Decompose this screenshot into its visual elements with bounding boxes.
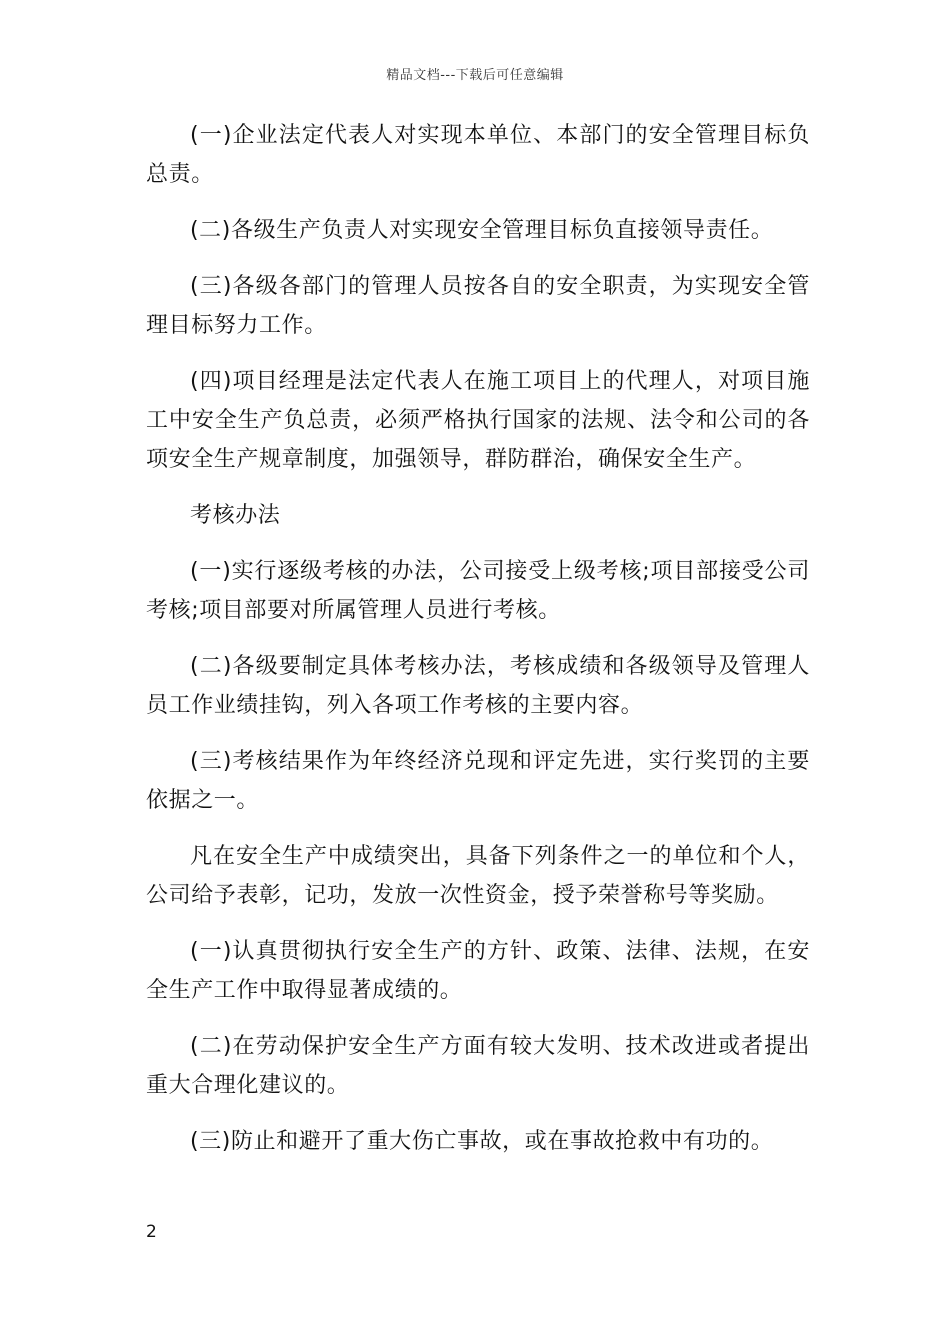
paragraph-1: (一)企业法定代表人对实现本单位、本部门的安全管理目标负总责。 <box>146 123 810 187</box>
paragraph-6: (一)实行逐级考核的办法，公司接受上级考核;项目部接受公司考核;项目部要对所属管理人员进行考核。 <box>146 559 810 623</box>
page-header: 精品文档---下载后可任意编辑 <box>386 68 564 83</box>
paragraph-9: 凡在安全生产中成绩突出，具备下列条件之一的单位和个人，公司给予表彰，记功，发放一次性资金，授予荣誉称号等奖励。 <box>146 844 810 908</box>
paragraph-4: (四)项目经理是法定代表人在施工项目上的代理人，对项目施工中安全生产负总责，必须严格执行国家的法规、法令和公司的各项安全生产规章制度，加强领导，群防群治，确保安全生产。 <box>146 369 810 472</box>
paragraph-12: (三)防止和避开了重大伤亡事故，或在事故抢救中有功的。 <box>190 1129 774 1154</box>
paragraph-3: (三)各级各部门的管理人员按各自的安全职责，为实现安全管理目标努力工作。 <box>146 274 810 338</box>
paragraph-8: (三)考核结果作为年终经济兑现和评定先进，实行奖罚的主要依据之一。 <box>146 749 810 813</box>
section-heading-assessment: 考核办法 <box>190 503 281 528</box>
paragraph-10: (一)认真贯彻执行安全生产的方针、政策、法律、法规，在安全生产工作中取得显著成绩的。 <box>146 939 810 1003</box>
paragraph-2: (二)各级生产负责人对实现安全管理目标负直接领导责任。 <box>190 218 774 243</box>
paragraph-11: (二)在劳动保护安全生产方面有较大发明、技术改进或者提出重大合理化建议的。 <box>146 1034 810 1098</box>
page-number: 2 <box>146 1222 157 1242</box>
document-body <box>146 116 810 1178</box>
paragraph-7: (二)各级要制定具体考核办法，考核成绩和各级领导及管理人员工作业绩挂钩，列入各项工作考核的主要内容。 <box>146 654 810 718</box>
